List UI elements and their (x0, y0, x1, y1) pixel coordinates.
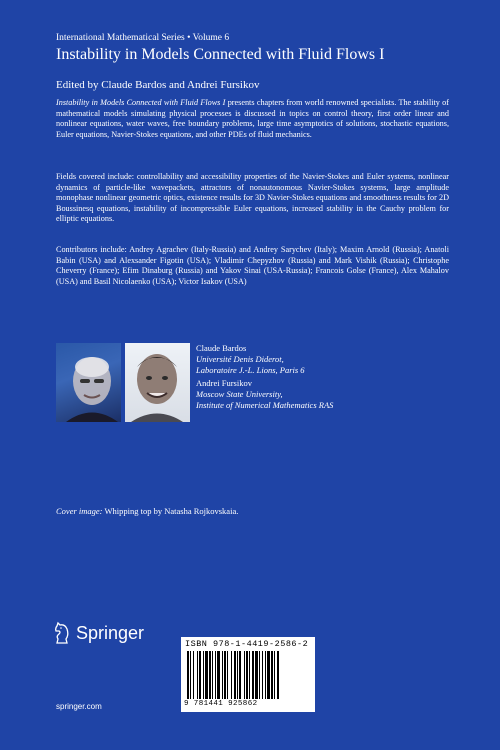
barcode-bars (187, 651, 309, 699)
barcode-bar (252, 651, 254, 699)
bio-affiliation: Moscow State University, (196, 389, 283, 399)
barcode-bar (222, 651, 223, 699)
series-line: International Mathematical Series • Volume 6 (56, 33, 230, 43)
barcode-bar (262, 651, 263, 699)
barcode-bar (265, 651, 266, 699)
cover-image-label: Cover image: (56, 506, 103, 516)
bio-affiliation: Institute of Numerical Mathematics RAS (196, 400, 334, 410)
bio-fursikov (196, 378, 333, 411)
publisher-name: Springer (76, 622, 145, 643)
fields-paragraph: Fields covered include: controllability and accessibility properties of the Navier-Stokes and Euler systems, nonlinear dynamics of particle-like wavepackets, attractors of nonautonomous Navier-Stokes systems, large amplitude monophase nonlinear geometric optics, existence results for 3D Navier-Stokes equations and smoothness results for 2D Boussinesq equations, instability of incompressible Euler equations, increased stability in the Cauchy problem for elliptic equations. (56, 172, 449, 224)
barcode-bar (193, 651, 194, 699)
springer-knight-icon (52, 621, 72, 645)
bardos-photo (56, 343, 121, 422)
barcode-bar (187, 651, 189, 699)
barcode-bar (197, 651, 198, 699)
editors-line: Edited by Claude Bardos and Andrei Fursikov (56, 79, 260, 91)
barcode-bar (267, 651, 270, 699)
barcode-bar (277, 651, 279, 699)
barcode-bar (215, 651, 216, 699)
intro-text: presents chapters from world renowned specialists. The stability of mathematical models simulating physical processes is discussed in topics on control theory, first order linear and nonlinear equations, water waves, free boundary problems, large time asymptotics of solutions, stochastic equations, Euler equations, Navier-Stokes equations, and other PDEs of fluid mechanics. (56, 98, 449, 139)
barcode-bar (224, 651, 226, 699)
bio-affiliation: Laboratoire J.-L. Lions, Paris 6 (196, 365, 305, 375)
fursikov-photo (125, 343, 190, 422)
springer-logo (52, 621, 144, 645)
barcode-bar (190, 651, 191, 699)
isbn-barcode (181, 637, 315, 712)
barcode-bar (271, 651, 273, 699)
barcode-bar (237, 651, 238, 699)
barcode-bar (239, 651, 241, 699)
barcode-bar (249, 651, 250, 699)
barcode-bar (259, 651, 260, 699)
bio-affiliation: Université Denis Diderot, (196, 354, 284, 364)
barcode-bar (231, 651, 232, 699)
barcode-bar (212, 651, 213, 699)
barcode-bar (246, 651, 248, 699)
publisher-url[interactable]: springer.com (56, 702, 102, 711)
barcode-bar (199, 651, 201, 699)
bio-bardos (196, 343, 305, 376)
intro-paragraph (56, 98, 449, 140)
barcode-bar (203, 651, 204, 699)
isbn-label: ISBN 978-1-4419-2586-2 (185, 639, 309, 649)
barcode-bar (234, 651, 236, 699)
barcode-bar (255, 651, 258, 699)
barcode-bar (209, 651, 211, 699)
cover-image-credit (56, 506, 238, 516)
book-title: Instability in Models Connected with Fluid Flows I (56, 46, 385, 63)
barcode-bar (227, 651, 228, 699)
barcode-bar (205, 651, 208, 699)
intro-book-title: Instability in Models Connected with Fluid Flows I (56, 98, 226, 107)
barcode-digits: 9 781441 925862 (184, 700, 258, 708)
barcode-bar (244, 651, 245, 699)
barcode-bar (217, 651, 220, 699)
contributors-paragraph: Contributors include: Andrey Agrachev (Italy-Russia) and Andrey Sarychev (Italy); Maxim Arnold (Russia); Anatoli Babin (USA) and Alexsander Figotin (USA); Vladimir Chepyzhov (Russia) and Mark Vishik (Russia); Christophe Cheverry (France); Efim Dinaburg (Russia) and Yakov Sinai (USA-Russia); Francois Golse (France), Alex Mahalov (USA) and Basil Nicolaenko (USA); Victor Isakov (USA) (56, 245, 449, 286)
cover-image-text: Whipping top by Natasha Rojkovskaia. (102, 506, 239, 516)
barcode-bar (274, 651, 275, 699)
bio-name: Andrei Fursikov (196, 378, 252, 388)
bio-name: Claude Bardos (196, 343, 247, 353)
